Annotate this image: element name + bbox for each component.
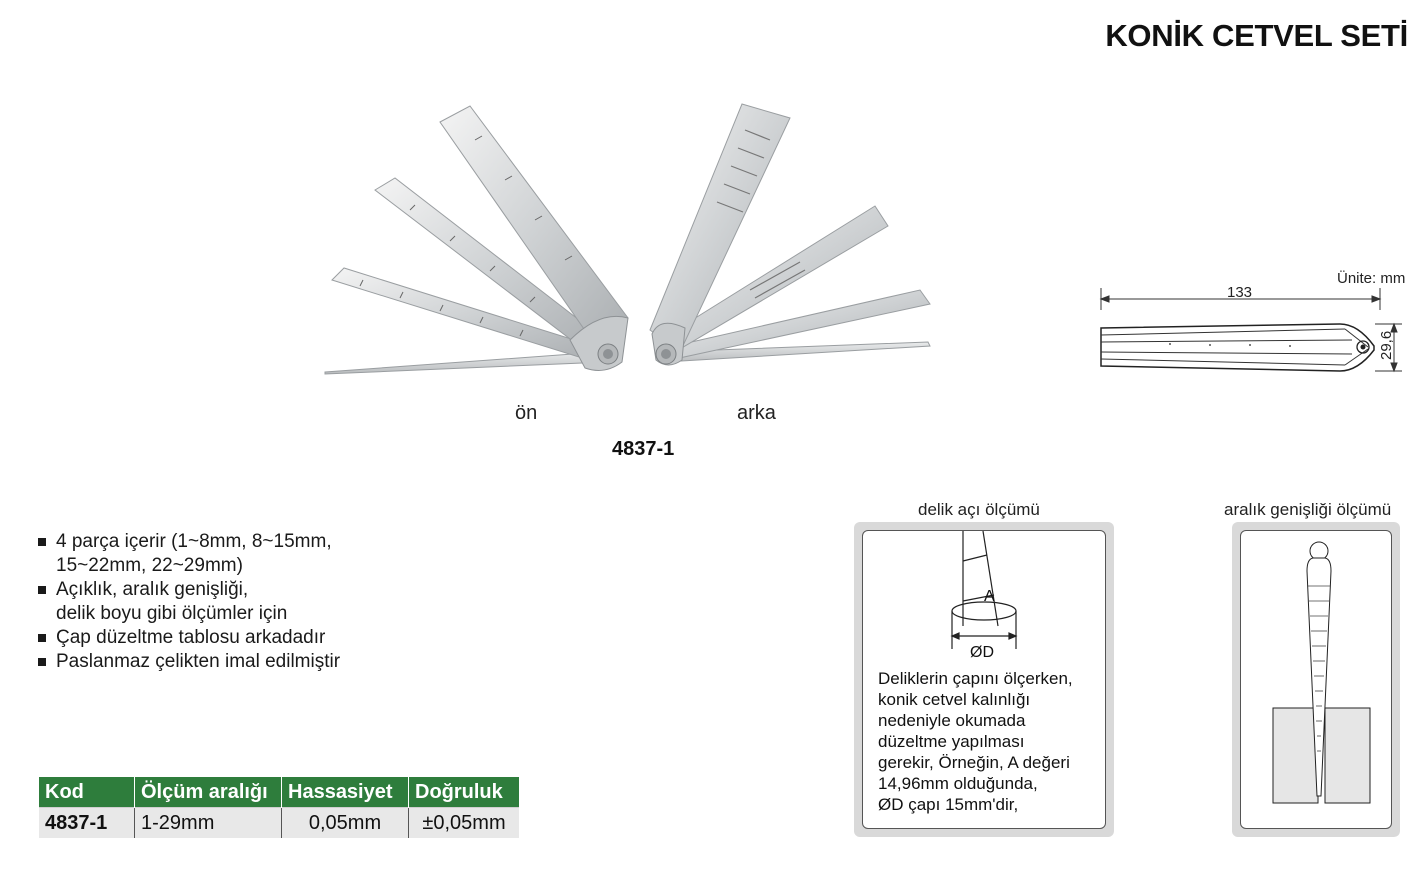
bullet-square-icon	[38, 658, 46, 666]
gap-panel-inner	[1240, 530, 1392, 829]
back-fan	[650, 104, 930, 365]
length-dimension: 133	[1227, 284, 1253, 301]
feature-item: Çap düzeltme tablosu arkadadır	[38, 626, 340, 650]
cell-hassasiyet: 0,05mm	[282, 808, 409, 839]
feature-list	[38, 530, 340, 674]
feature-item: Paslanmaz çelikten imal edilmiştir	[38, 650, 340, 674]
hole-diagram	[863, 531, 1105, 671]
product-photo	[300, 90, 960, 400]
front-fan	[325, 106, 628, 374]
label-d: ØD	[970, 644, 994, 661]
hole-panel-title: delik açı ölçümü	[918, 500, 1040, 519]
cell-olcum-araligi: 1-29mm	[135, 808, 282, 839]
model-code: 4837-1	[612, 438, 675, 460]
spec-table	[39, 777, 519, 838]
gap-panel-title: aralık genişliği ölçümü	[1224, 500, 1392, 519]
header-olcum-araligi: Ölçüm aralığı	[135, 777, 282, 808]
front-label: ön	[515, 402, 538, 424]
feature-item: 4 parça içerir (1~8mm, 8~15mm, 15~22mm, 22~29mm)	[38, 530, 340, 578]
hole-note: Deliklerin çapını ölçerken, konik cetvel kalınlığı nedeniyle okumada düzeltme yapılması gerekir, Örneğin, A değeri 14,96mm olduğunda, ØD çapı 15mm'dir,	[878, 669, 1073, 814]
bullet-square-icon	[38, 586, 46, 594]
feature-item: Açıklık, aralık genişliği, delik boyu gibi ölçümler için	[38, 578, 340, 626]
bullet-square-icon	[38, 634, 46, 642]
dimension-drawing	[1090, 280, 1408, 380]
back-label: arka	[737, 402, 776, 424]
cell-dogruluk: ±0,05mm	[409, 808, 520, 839]
header-kod: Kod	[39, 777, 135, 808]
width-dimension: 29,6	[1378, 330, 1395, 360]
page-title: KONİK CETVEL SETİ	[1105, 18, 1408, 53]
spec-table-header	[39, 777, 519, 808]
header-dogruluk: Doğruluk	[409, 777, 520, 808]
table-row	[39, 808, 519, 839]
gap-panel	[1232, 522, 1400, 837]
gap-diagram	[1241, 531, 1391, 828]
bullet-square-icon	[38, 538, 46, 546]
unit-label: Ünite: mm	[1337, 270, 1406, 287]
cell-kod: 4837-1	[39, 808, 135, 839]
label-a: A	[984, 588, 995, 605]
header-hassasiyet: Hassasiyet	[282, 777, 409, 808]
